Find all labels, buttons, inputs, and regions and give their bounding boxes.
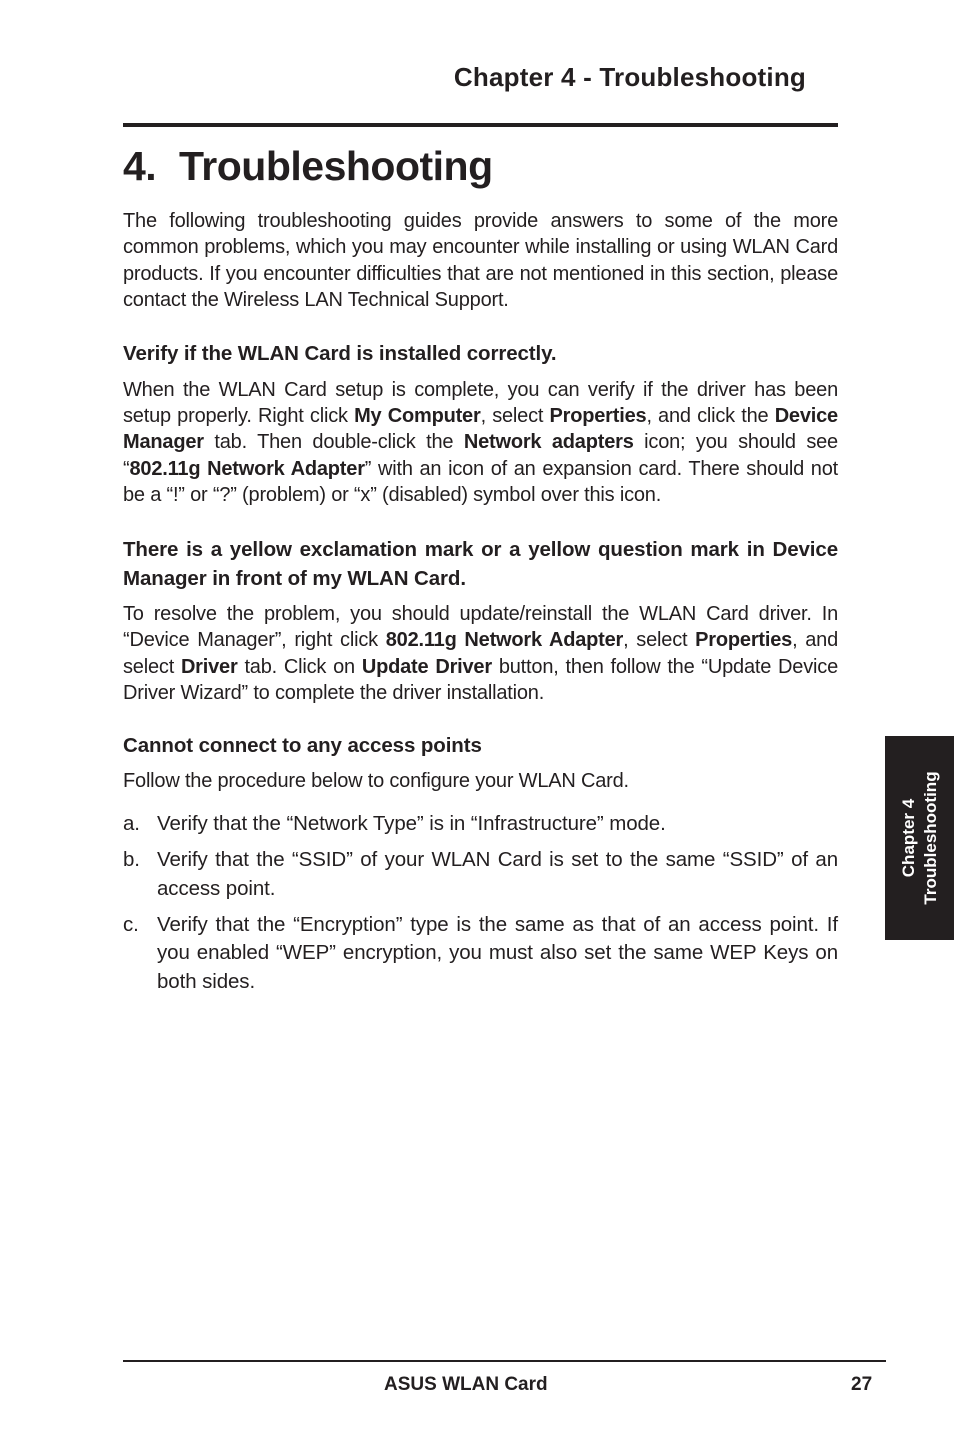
- list-marker: a.: [123, 812, 140, 836]
- chapter-heading: [123, 140, 838, 192]
- list-item: [123, 846, 838, 904]
- list-item: [123, 810, 838, 839]
- list-item-text: Verify that the “Encryption” type is the same as that of an access point. If you enabled “WEP” encryption, you must also set the same WEP Keys on both sides.: [157, 912, 838, 994]
- text-run: icon; you should see “: [123, 431, 838, 480]
- text-run: button, then follow the “Update Device Driver Wizard” to complete the driver installation.: [123, 655, 838, 705]
- page-content: [123, 140, 838, 1004]
- list-item: [123, 911, 838, 997]
- bold-my-computer: My Computer: [354, 404, 481, 427]
- intro-paragraph: The following troubleshooting guides provide answers to some of the more common problems, which you may encounter while installing or using WLAN Card products. If you encounter difficulties that are not mentioned in this section, please contact the Wireless LAN Technical Support.: [123, 210, 838, 311]
- text-run: To resolve the problem, you should update/reinstall the WLAN Card driver. In “Device Manager”, right click: [123, 603, 838, 652]
- side-tab-line1: Chapter 4: [898, 798, 918, 878]
- text-run: ” with an icon of an expansion card. There should not be a “!” or “?” (problem) or “x” (disabled) symbol over this icon.: [123, 457, 838, 506]
- side-tab-label: [898, 771, 942, 904]
- footer-title: ASUS WLAN Card: [384, 1374, 548, 1395]
- chapter-side-tab: [885, 736, 954, 940]
- running-header: Chapter 4 - Troubleshooting: [453, 62, 806, 92]
- bold-adapter-name: 802.11g Network Adapter: [129, 457, 365, 480]
- side-tab-line2: Troubleshooting: [920, 771, 940, 905]
- text-run: , select: [480, 404, 550, 427]
- text-run: tab. Then double-click the: [203, 431, 464, 454]
- text-run: , select: [623, 629, 696, 652]
- list-item-text: Verify that the “SSID” of your WLAN Card is set to the same “SSID” of an access point.: [157, 847, 838, 900]
- chapter-title: Troubleshooting: [179, 143, 493, 189]
- bold-driver: Driver: [180, 655, 238, 678]
- list-marker: c.: [123, 912, 139, 936]
- chapter-number: 4.: [123, 143, 157, 189]
- text-run: When the WLAN Card setup is complete, you can verify if the driver has been setup properly. Right click: [123, 378, 838, 427]
- bold-device-manager: Device Manager: [123, 404, 838, 454]
- section-intro-cannot-connect: Follow the procedure below to configure your WLAN Card.: [123, 769, 629, 792]
- list-marker: b.: [123, 847, 140, 871]
- section-body-yellow-mark: [123, 601, 838, 706]
- page-number: 27: [851, 1374, 873, 1395]
- text-run: tab. Click on: [237, 655, 362, 678]
- bold-properties: Properties: [549, 404, 647, 427]
- footer-divider: [123, 1360, 886, 1362]
- section-body-verify-install: [123, 377, 838, 508]
- section-heading-cannot-connect: Cannot connect to any access points: [123, 734, 482, 758]
- bold-properties: Properties: [695, 629, 793, 652]
- bold-update-driver: Update Driver: [361, 655, 492, 678]
- text-run: , and select: [123, 629, 839, 678]
- section-heading-verify-install: Verify if the WLAN Card is installed correctly.: [123, 342, 557, 366]
- bold-network-adapters: Network adapters: [463, 431, 634, 454]
- header-divider: [123, 123, 838, 127]
- text-run: , and click the: [646, 404, 775, 427]
- procedure-list: [123, 810, 838, 997]
- list-item-text: Verify that the “Network Type” is in “Infrastructure” mode.: [157, 812, 666, 836]
- section-heading-yellow-mark: There is a yellow exclamation mark or a yellow question mark in Device Manager in front of my WLAN Card.: [123, 538, 838, 590]
- bold-adapter-name: 802.11g Network Adapter: [385, 629, 624, 652]
